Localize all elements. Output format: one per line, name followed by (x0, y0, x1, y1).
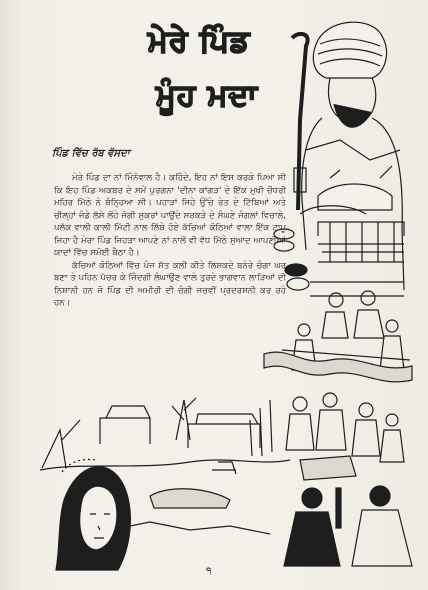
title-line-1: ਮੇਰੇ ਪਿੰਡ (148, 24, 251, 59)
river-wave-drawing (264, 352, 412, 382)
paragraph: ਕੱਚਿਆਂ ਕੋਠਿਆਂ ਵਿੱਚ ਪੰਜ ਸੱਤ ਕਲੀ ਕੀਤੇ ਲਿਸ਼ਕਦੇ ਬਨੇਰੇ ਚੰਗਾ ਘਰ ਬਣਾ ਤੇ ਪਹਿਨ ਪੱਚਰ ਕੇ ਜ਼ਿੰਦਗੀ ਲੰਘਾਉਣ ਵਾਲੇ ਤੁਰਦੇ ਭਾਗਵਾਨ ਲਾੜਿਆਂ ਦੀ ਨਿਸ਼ਾਨੀ ਹਨ ਜੋ ਪਿੰਡ ਦੀ ਅਮੀਰੀ ਦੀ ਚੰਗੀ ਜਚਵੀਂ ਪ੍ਰਦਰਸ਼ਨੀ ਕਰ ਰਹੇ ਹਨ। (54, 260, 286, 308)
paragraph: ਮੇਰੇ ਪਿੰਡ ਦਾ ਨਾਂ ਮਿੰਨੋਵਾਲ ਹੈ। ਕਹਿੰਦੇ, ਇਹ ਨਾਂ ਇਸ ਕਰਕੇ ਪਿਆ ਸੀ ਕਿ ਇਹ ਪਿੰਡ ਅਕਬਰ ਦੇ ਸਮੇਂ ਪੁਰਗਨਾ 'ਦੀਨਾ ਕਾਂਗੜ' ਦੇ ਇੱਕ ਮੁਖੀ ਚੌਧਰੀ ਮਹਿਰ ਮਿੱਠੇ ਨੇ ਬੰਨ੍ਹਿਆ ਸੀ। ਪਹਾੜਾਂ ਜਿਹੇ ਉੱਚੇ ਰੇਤ ਦੇ ਟਿੱਬਿਆਂ ਅਤੇ ਚੀਲ੍ਹਾਂ ਜੰਡੇ ਲੱਸੇ ਲੋਂਹੇ ਜੋਗੀ ਸੁਕਰਾਂ ਪਾਉਂਦੇ ਸਰਕੜੇ ਦੇ ਸੰਘਣੇ ਜੰਗਲਾਂ ਵਿਚਾਲੇ, ਪਲੱਕ ਵਾਲੀ ਕਾਲੀ ਮਿੱਟੀ ਨਾਲ ਲਿੱਬੇ ਹੋਏ ਕੱਚਿਆਂ ਕੋਠਿਆਂ ਵਾਲਾ ਇੱਕ ਟਾਪੂ ਜਿਹਾ ਹੈ ਮੇਰਾ ਪਿੰਡ ਜਿਹੜਾ ਆਪਣੇ ਨਾਂ ਨਾਲੋਂ ਵੀ ਵੱਧ ਮਿੱਠੇ ਸੁਆਦ ਆਪਣੀਆਂ ਯਾਦਾਂ ਵਿੱਚ ਸਮੋਈ ਬੈਠਾ ਹੈ। (54, 173, 286, 258)
title-line-2: ਮੂੰਹ ਮਦਾ (156, 78, 258, 113)
page-title (148, 22, 278, 116)
women-figures-drawing (284, 486, 412, 566)
crowd-drawing (286, 393, 404, 480)
woman-portrait-drawing (56, 460, 130, 571)
cattle-drawing (300, 166, 392, 214)
body-text (54, 172, 286, 310)
elder-man-drawing (302, 22, 404, 290)
village-houses-drawing (310, 222, 404, 296)
page-number: ੧ (206, 566, 212, 577)
section-subheading: ਪਿੰਡ ਵਿੱਚ ਰੱਬ ਵੱਸਦਾ (52, 148, 130, 159)
